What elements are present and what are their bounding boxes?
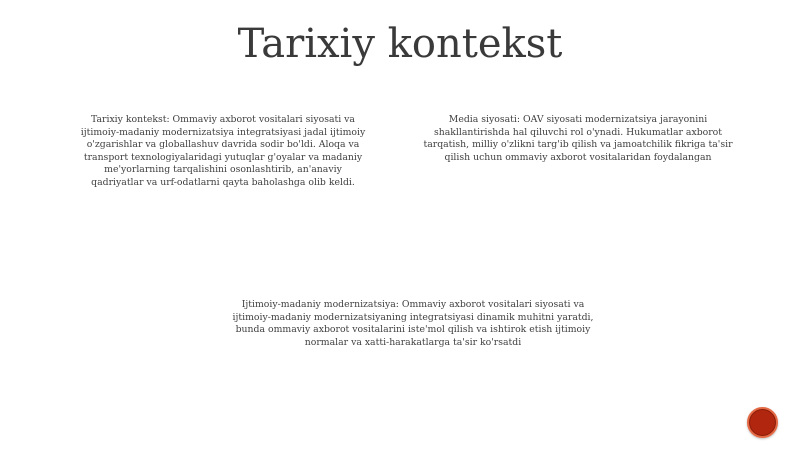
text-block-sociocultural-modernization: Ijtimoiy-madaniy modernizatsiya: Ommaviy axborot vositalari siyosati va ijtimoiy-madaniy modernizatsiyaning integratsiyasi dinamik muhitni yaratdi, bunda ommaviy axborot vositalarini iste'mol qilish va ishtirok etish ijtimoiy normalar va xatti-harakatlarga ta'sir ko'rsatdi [232, 299, 594, 348]
text-block-historical-context: Tarixiy kontekst: Ommaviy axborot vositalari siyosati va ijtimoiy-madaniy modernizatsiya integratsiyasi jadal ijtimoiy o'zgarishlar va globallashuv davrida sodir bo'ldi. Aloqa va transport texnologiyalaridagi yutuqlar g'oyalar va madaniy me'yorlarning tarqalishini osonlashtirib, an'anaviy qadriyatlar va urf-odatlarni qayta baholashga olib keldi. [80, 114, 366, 188]
next-slide-button[interactable] [747, 407, 778, 438]
slide-title: Tarixiy kontekst [237, 21, 563, 67]
text-block-media-policy: Media siyosati: OAV siyosati modernizatsiya jarayonini shakllantirishda hal qiluvchi rol o'ynadi. Hukumatlar axborot tarqatish, milliy o'zlikni targ'ib qilish va jamoatchilik fikriga ta'sir qilish uchun ommaviy axborot vositalaridan foydalangan [423, 114, 733, 163]
